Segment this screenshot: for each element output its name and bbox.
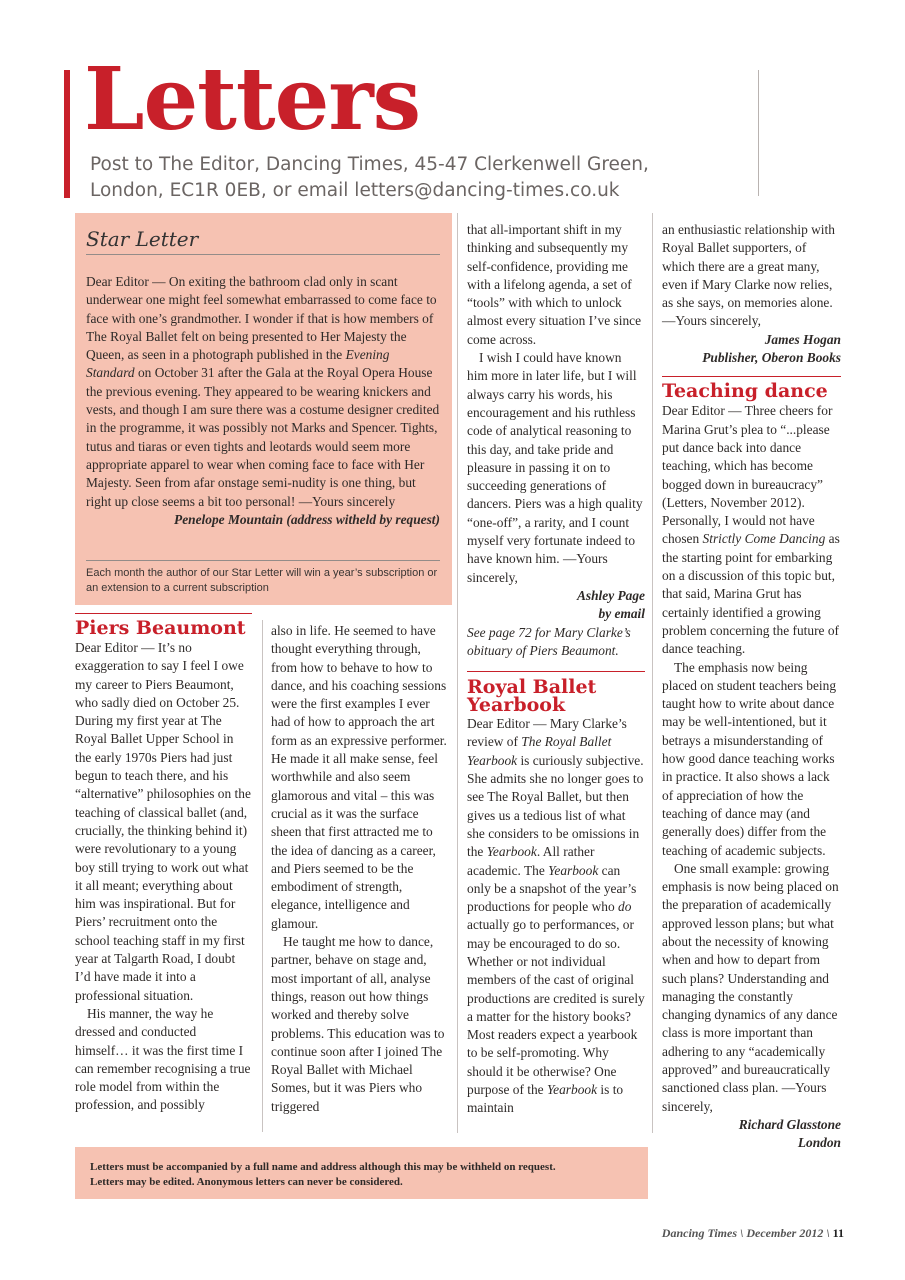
submission-address: [90, 152, 730, 204]
column-4: [662, 221, 841, 1153]
yearbook-signature-title: Publisher, Oberon Books: [702, 350, 841, 366]
masthead-accent-bar: [64, 70, 70, 198]
column-2: [271, 622, 448, 1116]
teaching-signature-name: Richard Glasstone: [738, 1116, 841, 1132]
address-line-2: London, EC1R 0EB, or email letters@dancing-times.co.uk: [90, 180, 620, 201]
piers-paragraph-6: I wish I could have known him more in later life, but I will always carry his words, his encouragement and his ruthless code of analytical reasoning to this day, and take pride and pleasure in passing it on to succeeding generations of dancers. Piers was a high quality “one-off”, a rarity, and I count myself very fortunate indeed to have known him. —Yours sincerely,: [467, 350, 643, 585]
piers-paragraph-5: that all-important shift in my thinking and subsequently my self-confidence, providing me with a lifelong agenda, a set of “tools” with which to unlock almost every situation I’ve since come across.: [467, 222, 642, 347]
star-letter-prize-note: Each month the author of our Star Letter will win a year’s subscription or an extension to a current subscription: [86, 567, 438, 594]
address-line-1: Post to The Editor, Dancing Times, 45-47 Clerkenwell Green,: [90, 154, 649, 175]
policy-line-1: Letters must be accompanied by a full name and address although this may be withheld on request.: [90, 1161, 556, 1173]
column-divider: [457, 213, 458, 1133]
teaching-dance-heading: Teaching dance: [662, 376, 841, 401]
piers-paragraph-4: He taught me how to dance, partner, behave on stage and, most important of all, analyse things, reason out how things worked and thereby solve problems. This education was to continue soon after I joined The Royal Ballet with Michael Somes, but it was Piers who triggered: [271, 934, 445, 1114]
folio-publication: Dancing Times \ December 2012 \: [661, 1226, 830, 1240]
piers-signature-source: by email: [598, 606, 645, 622]
page-number: 11: [832, 1226, 844, 1240]
page-title: Letters: [84, 49, 421, 150]
teaching-paragraph-2: The emphasis now being placed on student teachers being taught how to write about dance may be well-intentioned, but it betrays a misunderstanding of how good dance teaching works in practice. It also shows a lack of appreciation of how the teaching of dance may (and generally does) differ from the teaching of academic subjects.: [662, 659, 837, 858]
piers-paragraph-3: also in life. He seemed to have thought everything through, from how to behave to how to dance, and his coaching sessions were the first examples I ever had of how to approach the art form as an expressive performer. He made it all make sense, feel worthwhile and also seem glamorous and vital – this was crucial as it was the surface sheen that first attracted me to the idea of dancing as a career, and Piers seemed to be the embodiment of strength, elegance, intelligence and glamour.: [271, 623, 447, 931]
letters-policy-box: [75, 1147, 648, 1199]
section-separator: [467, 671, 645, 672]
piers-beaumont-heading: Piers Beaumont: [75, 613, 252, 638]
column-divider: [262, 620, 263, 1132]
star-letter-rule: [86, 560, 440, 561]
column-divider: [652, 213, 653, 1133]
teaching-paragraph-3: One small example: growing emphasis is now being placed on the preparation of academically approved lesson plans; but what about the necessity of knowing when and how to depart from such plans? Understanding and managing the constantly changing dynamics of any dance class is more important than adhering to any “academically approved” and bureaucratically sanctioned class plan. —Yours sincerely,: [662, 860, 839, 1114]
page-folio: [662, 1226, 844, 1241]
teaching-signature-location: London: [797, 1135, 841, 1151]
royal-ballet-yearbook-heading: Royal Ballet Yearbook: [467, 676, 597, 717]
star-letter-body: [86, 273, 440, 529]
piers-obituary-note: See page 72 for Mary Clarke’s obituary of Piers Beaumont.: [467, 624, 631, 658]
teaching-paragraph-1: Dear Editor — Three cheers for Marina Grut’s plea to “...please put dance back into dance teaching, which has become bogged down in bureaucracy” (Letters, November 2012). Personally, I would not have chosen Strictly Come Dancing as the starting point for embarking on a discussion of this topic but, that said, Marina Grut has certainly identified a growing problem concerning the future of dance teaching.: [662, 403, 840, 657]
piers-signature-name: Ashley Page: [576, 587, 645, 603]
piers-paragraph-2: His manner, the way he dressed and conducted himself… it was the first time I can remember recognising a true role model from within the profession, and possibly: [75, 1005, 251, 1113]
star-letter-signature: Penelope Mountain (address witheld by request): [174, 511, 440, 527]
policy-line-2: Letters may be edited. Anonymous letters can never be considered.: [90, 1175, 403, 1188]
star-letter-text: Dear Editor — On exiting the bathroom clad only in scant underwear one might feel somewhat embarrassed to come face to face with one’s grandmother. I wonder if that is how members of The Royal Ballet felt on being presented to Her Majesty the Queen, as seen in a photograph published in the Evening Standard on October 31 after the Gala at the Royal Opera House the previous evening. They appeared to be wearing knickers and vests, and though I am sure there was a costume designer credited in the programme, it was possibly not Marks and Spencer. Tights, tutus and tiaras or even tights and leotards would seem more appropriate apparel to wear when coming face to face with Her Majesty. Seen from afar onstage semi-nudity is one thing, but right up close seems a bit too personal! —Yours sincerely: [86, 274, 440, 509]
piers-paragraph-1: Dear Editor — It’s no exaggeration to say I feel I owe my career to Piers Beaumont, who sadly died on October 25. During my first year at The Royal Ballet Upper School in the early 1970s Piers had just begun to teach there, and his “alternative” philosophies on the teaching of classical ballet (and, crucially, the thinking behind it) were revolutionary to a young boy still trying to work out what it all meant; everything about him was inspirational. But for Piers’ recruitment onto the school teaching staff in my first year at Talgarth Road, I doubt I’d have made it into a professional situation.: [75, 640, 251, 1003]
yearbook-signature-name: James Hogan: [764, 331, 841, 347]
yearbook-paragraph-2: an enthusiastic relationship with Royal Ballet supporters, of which there are a great many, even if Mary Clarke now relies, as she says, on memories alone. —Yours sincerely,: [662, 222, 835, 329]
column-1: [75, 613, 252, 1115]
yearbook-paragraph-1: Dear Editor — Mary Clarke’s review of The Royal Ballet Yearbook is curiously subjective. She admits she no longer goes to see The Royal Ballet, but then gives us a tedious list of what she considers to be omissions in the Yearbook. All rather academic. The Yearbook can only be a snapshot of the year’s productions for people who do actually go to performances, or may be encouraged to do so. Whether or not individual members of the cast of original productions are credited is surely a matter for the history books? Most readers expect a yearbook to be self-promoting. Why should it be otherwise? One purpose of the Yearbook is to maintain: [467, 716, 645, 1116]
column-3: [467, 221, 645, 1118]
star-letter-heading: Star Letter: [86, 224, 440, 255]
header-divider: [758, 70, 759, 196]
